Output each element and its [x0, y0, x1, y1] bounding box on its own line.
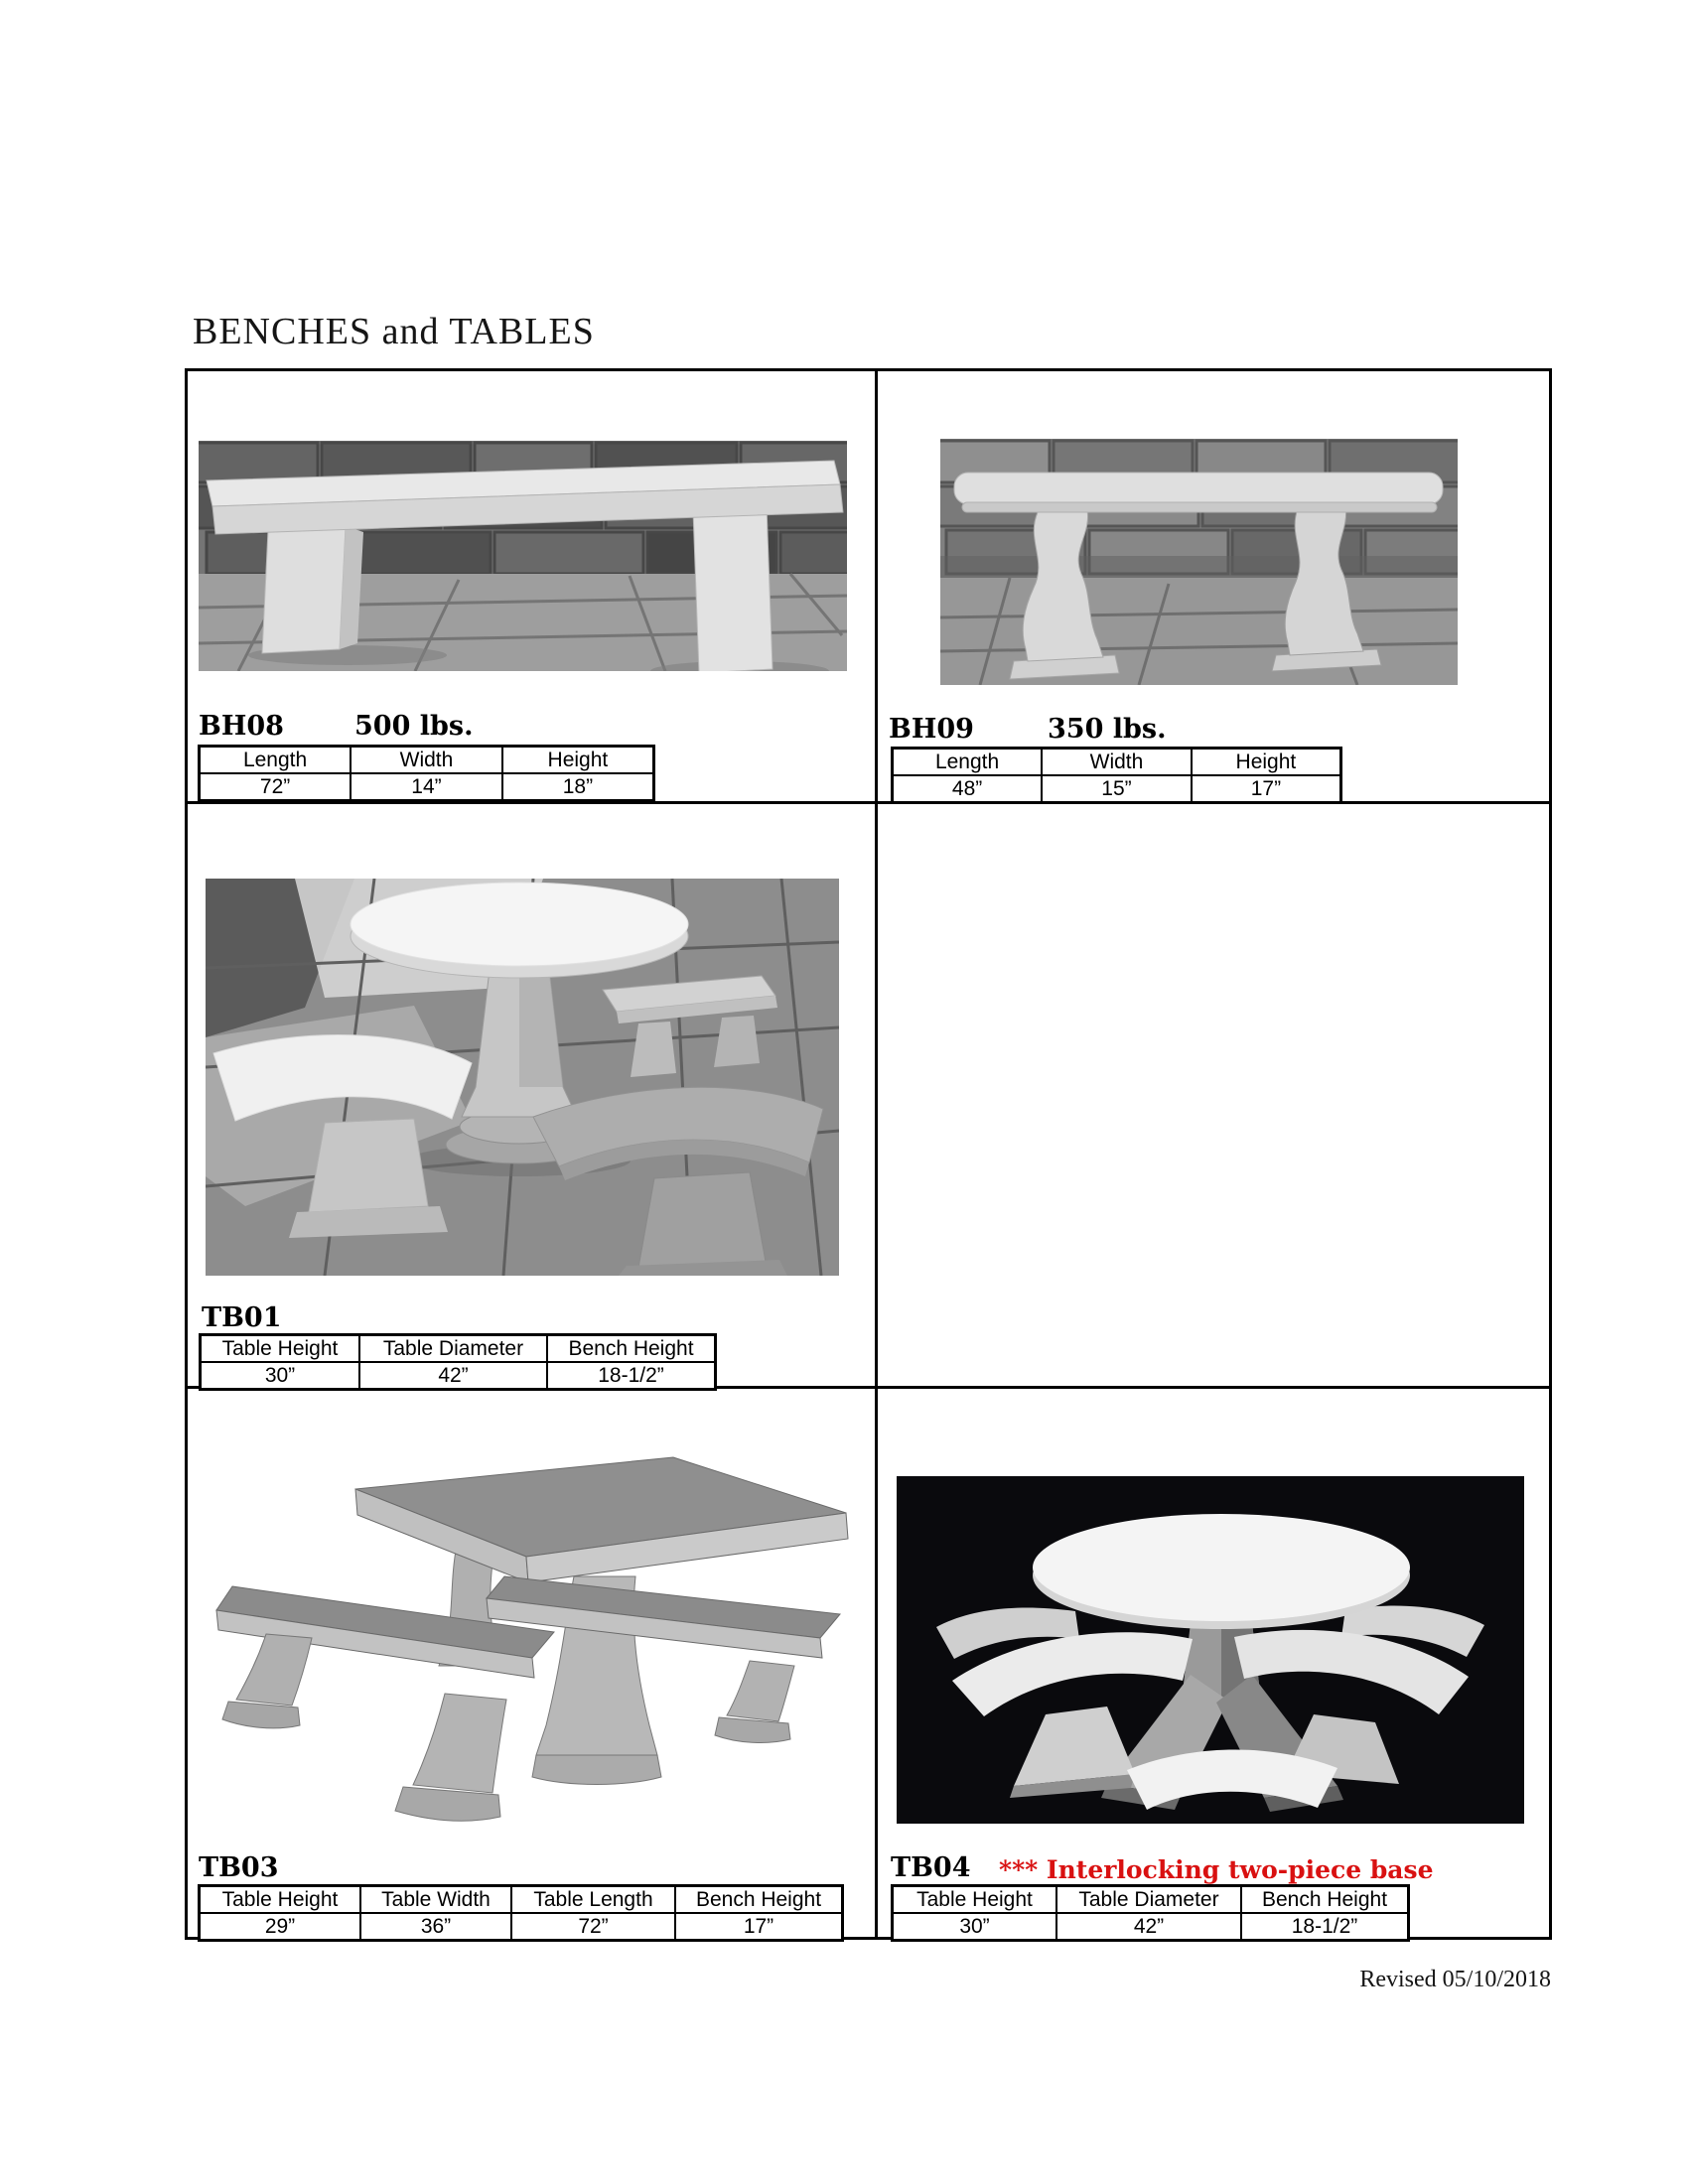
- spec-value-cell: 18-1/2”: [1241, 1913, 1409, 1941]
- spec-value-cell: 42”: [359, 1362, 547, 1390]
- tb01-table-set-illustration: [206, 879, 839, 1276]
- grid-border-top: [185, 368, 1552, 371]
- spec-value-cell: 36”: [360, 1913, 511, 1941]
- tb03-code: TB03: [199, 1852, 279, 1883]
- spec-header-cell: Height: [502, 747, 654, 774]
- spec-header-cell: Table Height: [201, 1335, 360, 1363]
- spec-value-cell: 14”: [351, 773, 502, 801]
- spec-value-cell: 29”: [200, 1913, 361, 1941]
- bh09-product-photo: [940, 439, 1458, 685]
- spec-header-cell: Table Diameter: [1056, 1886, 1241, 1914]
- spec-header-cell: Table Length: [511, 1886, 675, 1914]
- tb01-product-photo: [206, 879, 839, 1276]
- spec-value-cell: 42”: [1056, 1913, 1241, 1941]
- spec-header-cell: Table Diameter: [359, 1335, 547, 1363]
- spec-header-cell: Width: [351, 747, 502, 774]
- spec-value-cell: 17”: [675, 1913, 843, 1941]
- tb03-product-rendering: [209, 1428, 852, 1829]
- bh09-weight: 350 lbs.: [1048, 714, 1167, 745]
- tb01-spec-table: [199, 1333, 717, 1391]
- bh09-bench-illustration: [940, 439, 1458, 685]
- spec-value-cell: 30”: [201, 1362, 360, 1390]
- spec-header-cell: Table Height: [200, 1886, 361, 1914]
- spec-header-cell: Bench Height: [675, 1886, 843, 1914]
- bh08-code: BH08: [199, 711, 284, 742]
- bh09-spec-table: [891, 747, 1342, 804]
- tb04-spec-table: [891, 1884, 1410, 1942]
- spec-header-cell: Length: [200, 747, 352, 774]
- bh09-code: BH09: [889, 714, 974, 745]
- spec-value-cell: 72”: [511, 1913, 675, 1941]
- spec-value-cell: 48”: [893, 775, 1043, 803]
- grid-border-left: [185, 368, 188, 1940]
- spec-header-cell: Width: [1042, 749, 1192, 776]
- spec-header-cell: Bench Height: [1241, 1886, 1409, 1914]
- tb04-product-photo: [897, 1476, 1524, 1824]
- spec-header-cell: Height: [1192, 749, 1341, 776]
- tb03-spec-table: [198, 1884, 844, 1942]
- spec-header-cell: Table Height: [893, 1886, 1057, 1914]
- spec-value-cell: 15”: [1042, 775, 1192, 803]
- tb04-code: TB04: [891, 1852, 971, 1883]
- tb03-table-set-illustration: [209, 1428, 852, 1829]
- spec-value-cell: 30”: [893, 1913, 1057, 1941]
- bh08-product-photo: [199, 441, 847, 671]
- tb04-table-set-illustration: [897, 1476, 1524, 1824]
- tb01-code: TB01: [202, 1302, 282, 1333]
- page-title: BENCHES and TABLES: [193, 311, 595, 352]
- spec-header-cell: Bench Height: [547, 1335, 716, 1363]
- spec-header-cell: Table Width: [360, 1886, 511, 1914]
- spec-value-cell: 72”: [200, 773, 352, 801]
- spec-value-cell: 18-1/2”: [547, 1362, 716, 1390]
- bh08-weight: 500 lbs.: [354, 711, 474, 742]
- grid-divider-vertical: [875, 368, 878, 1940]
- tb04-interlocking-note: *** Interlocking two-piece base: [999, 1855, 1434, 1884]
- bh08-spec-table: [198, 745, 655, 802]
- spec-value-cell: 17”: [1192, 775, 1341, 803]
- revision-date: Revised 05/10/2018: [1359, 1967, 1551, 1992]
- spec-value-cell: 18”: [502, 773, 654, 801]
- bh08-bench-illustration: [199, 441, 847, 671]
- spec-header-cell: Length: [893, 749, 1043, 776]
- grid-border-right: [1549, 368, 1552, 1940]
